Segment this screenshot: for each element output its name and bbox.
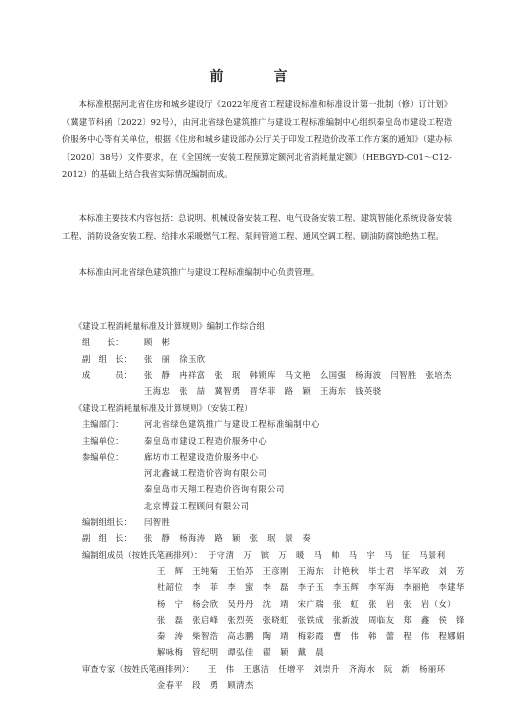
intro-paragraph-1: 本标准根据河北省住房和城乡建设厅《2022年度省工程建设标准和标准设计第一批制（修）订计划》（冀建节科函〔2022〕92号），由河北省绿色建筑推广与建设工程标准编制中心组织秦皇岛市建设工程造价服务中心等有关单位，根据《住房和城乡建设部办公厅关于印发工程造价改革工作方案的通知》（建办标〔2020〕38号）文件要求，在《全国统一安装工程预算定额河北省消耗量定额》（HEBGYD-C01～C12-2012）的基础上结合我省实际情况编制而成。 bbox=[62, 99, 452, 180]
list-item bbox=[62, 433, 462, 449]
page-title: 前 言 bbox=[209, 69, 306, 85]
list-item bbox=[62, 498, 462, 514]
role-names: 秦皇岛市天翔工程造价咨询有限公司 bbox=[144, 484, 285, 495]
staff-label: 编制组成员（按姓氏笔画排列）： bbox=[82, 549, 203, 560]
staff-names: 王 辉 王纯菊 王怡苏 王彦刚 王海东 计艳秋 毕士君 毕军政 刘 芳 bbox=[157, 565, 465, 576]
list-item bbox=[62, 465, 462, 481]
intro-paragraph-3: 本标准由河北省绿色建筑推广与建设工程标准编制中心负责管理。 bbox=[78, 267, 320, 277]
list-item bbox=[62, 661, 462, 677]
role-names: 王海忠 张 喆 冀智勇 晋华菲 路 颖 王海东 钱英骁 bbox=[144, 386, 382, 397]
role-names: 张 静 杨海涛 路 颖 张 珉 景 奏 bbox=[144, 533, 312, 544]
list-item bbox=[62, 481, 462, 497]
list-item bbox=[62, 628, 465, 644]
intro-paragraph-2: 本标准主要技术内容包括：总说明、机械设备安装工程、电气设备安装工程、建筑智能化系统设备安装工程、消防设备安装工程、给排水采暖燃气工程、泵间管道工程、通风空调工程、刷油防腐蚀绝热工程。 bbox=[62, 213, 452, 241]
role-label: 参编单位： bbox=[82, 451, 124, 462]
staff-names: 张 磊 张启峰 张烈英 张晓虹 张铁成 张新波 周临友 郑 鑫 侯 锋 bbox=[157, 614, 465, 625]
list-item bbox=[62, 367, 462, 383]
list-item bbox=[62, 334, 462, 350]
role-label: 副 组 长： bbox=[82, 533, 132, 544]
list-item bbox=[62, 547, 462, 563]
list-item bbox=[62, 416, 462, 432]
role-names: 张 丽 徐玉欣 bbox=[144, 353, 206, 364]
list-item bbox=[62, 449, 462, 465]
list-item bbox=[62, 530, 462, 546]
role-label: 主编部门： bbox=[82, 419, 124, 430]
list-item bbox=[62, 579, 465, 595]
role-names: 河北鑫诚工程造价咨询有限公司 bbox=[144, 468, 268, 479]
staff-names: 于守清 万 镔 万 暖 马 帅 马 宇 马 征 马景利 bbox=[208, 549, 446, 560]
section-heading: 《建设工程消耗量标准及计算规则》编制工作综合组 bbox=[74, 321, 265, 331]
list-item bbox=[62, 514, 462, 530]
list-item bbox=[62, 383, 462, 399]
list-item bbox=[62, 596, 462, 612]
comprehensive-group-section bbox=[62, 318, 462, 399]
installation-section bbox=[62, 400, 465, 693]
role-label: 组 长： bbox=[82, 337, 124, 348]
staff-names: 杜韶位 李 菲 李 蜜 李 磊 李子玉 李玉辉 李军海 李丽艳 李建华 bbox=[157, 582, 465, 593]
role-label: 主编单位： bbox=[82, 435, 124, 446]
role-label: 副 组 长： bbox=[82, 353, 132, 364]
role-names: 北京博益工程顾问有限公司 bbox=[144, 500, 250, 511]
role-names: 秦皇岛市建设工程造价服务中心 bbox=[144, 435, 268, 446]
staff-names: 杨 宁 杨会欣 吴丹丹 沈 靖 宋广瑞 张 虹 张 岩 张 岩（女） bbox=[157, 598, 457, 609]
staff-names: 解咏梅 管纪明 谭弘佳 翟 颖 戴 晨 bbox=[157, 647, 325, 658]
review-names: 金春平 段 勇 顾清杰 bbox=[157, 680, 254, 691]
role-names: 闫智胜 bbox=[144, 517, 171, 528]
review-label: 审查专家（按姓氏笔画排列）： bbox=[82, 663, 195, 674]
role-names: 河北省绿色建筑推广与建设工程标准编制中心 bbox=[144, 419, 320, 430]
role-names: 张 静 冉祥富 张 珉 韩锁库 马文艳 么国强 杨海波 闫智胜 张培杰 bbox=[144, 369, 452, 380]
role-names: 顾 彬 bbox=[144, 337, 171, 348]
list-item bbox=[62, 351, 462, 367]
section-heading: 《建设工程消耗量标准及计算规则》（安装工程） bbox=[74, 403, 253, 413]
list-item bbox=[62, 677, 462, 693]
role-label: 编制组组长： bbox=[82, 517, 132, 528]
list-item bbox=[62, 612, 465, 628]
list-item bbox=[62, 644, 462, 660]
list-item bbox=[62, 563, 465, 579]
staff-names: 秦 涛 柴智浩 高志鹏 陶 靖 梅彩霞 曹 伟 韩 蕾 程 伟 程娜娟 bbox=[157, 631, 465, 642]
role-label: 成 员： bbox=[82, 369, 132, 380]
role-names: 廊坊市工程建设造价服务中心 bbox=[144, 451, 259, 462]
review-names: 王 伟 王惠洁 任增平 刘崇升 齐海水 阮 新 杨丽环 bbox=[208, 663, 446, 674]
